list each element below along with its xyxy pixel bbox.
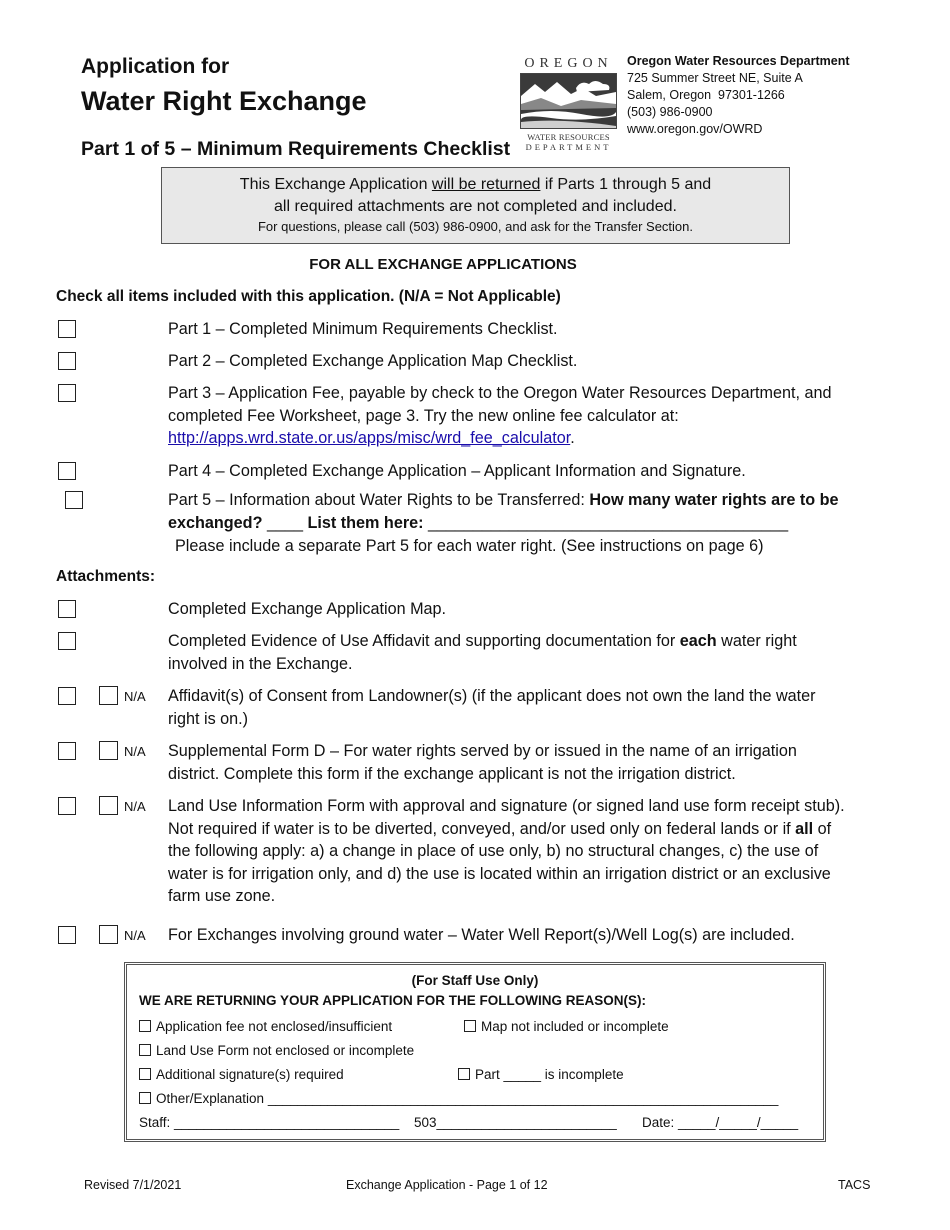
agency-name: Oregon Water Resources Department: [627, 54, 850, 68]
agency-address-1: 725 Summer Street NE, Suite A: [627, 71, 803, 85]
checkbox-icon[interactable]: [464, 1020, 476, 1032]
staff-phone-field[interactable]: 503________________________: [414, 1115, 617, 1130]
part-3-text: Part 3 – Application Fee, payable by check to the Oregon Water Resources Department, and completed Fee Worksheet, page 3. Try the new online fee calculator at:: [168, 384, 832, 425]
attachment-land-use-na-checkbox[interactable]: [99, 796, 118, 815]
reason-land-use[interactable]: [139, 1043, 414, 1058]
part-5-label: [168, 489, 858, 534]
reason-fee[interactable]: [139, 1019, 392, 1034]
attachment-form-d-checkbox[interactable]: [58, 742, 76, 760]
notice-line-1-post: if Parts 1 through 5 and: [540, 176, 712, 193]
part-5-text: Part 5 – Information about Water Rights to be Transferred:: [168, 491, 590, 509]
na-label: N/A: [124, 799, 146, 814]
logo-top-text: OREGON: [524, 56, 613, 71]
part-2-label: Part 2 – Completed Exchange Application Map Checklist.: [168, 352, 578, 370]
reason-other[interactable]: [139, 1091, 778, 1106]
reason-signature-label: Additional signature(s) required: [156, 1067, 344, 1082]
agency-phone: (503) 986-0900: [627, 105, 713, 119]
section-heading: FOR ALL EXCHANGE APPLICATIONS: [309, 256, 577, 273]
part-3-checkbox[interactable]: [58, 384, 76, 402]
reason-fee-label: Application fee not enclosed/insufficient: [156, 1019, 393, 1034]
staff-use-box: [124, 962, 826, 1142]
reason-map[interactable]: [464, 1019, 669, 1034]
checklist-instruction: Check all items included with this application. (N/A = Not Applicable): [56, 288, 561, 305]
checkbox-icon[interactable]: [139, 1044, 151, 1056]
notice-line-3: For questions, please call (503) 986-0900, and ask for the Transfer Section.: [257, 219, 694, 234]
list-them-label: List them here:: [307, 513, 424, 532]
attachment-well-log-na-checkbox[interactable]: [99, 925, 118, 944]
attachments-heading: Attachments:: [56, 568, 156, 585]
title-application-for: Application for: [81, 55, 230, 78]
logo-bottom-text-2: DEPARTMENT: [525, 142, 612, 152]
agency-contact: [627, 53, 850, 138]
reason-map-label: Map not included or incomplete: [481, 1019, 669, 1034]
checkbox-icon[interactable]: [139, 1020, 151, 1032]
notice-emphasis: will be returned: [431, 176, 541, 193]
land-use-text-pre: Land Use Information Form with approval and signature (or signed land use form receipt stub). Not required if water is to be diverted, conveyed, and/or used only on federal lands or if: [168, 797, 845, 838]
footer-page-number: Exchange Application - Page 1 of 12: [346, 1178, 548, 1192]
part-3-label: [168, 382, 848, 450]
part-2-checkbox[interactable]: [58, 352, 76, 370]
checkbox-icon[interactable]: [458, 1068, 470, 1080]
affidavit-text-post: water right involved in the Exchange.: [168, 632, 797, 673]
attachment-well-log-label: For Exchanges involving ground water – Water Well Report(s)/Well Log(s) are included.: [168, 926, 795, 944]
part-4-label: Part 4 – Completed Exchange Application – Applicant Information and Signature.: [168, 462, 746, 480]
checkbox-icon[interactable]: [139, 1068, 151, 1080]
staff-name-field[interactable]: Staff: ______________________________: [139, 1115, 400, 1130]
staff-reason-heading: WE ARE RETURNING YOUR APPLICATION FOR THE FOLLOWING REASON(S):: [139, 993, 646, 1008]
fee-calculator-link[interactable]: http://apps.wrd.state.or.us/apps/misc/wrd_fee_calculator: [168, 429, 571, 447]
part-5-question: How many water rights are to be exchanged?: [168, 491, 839, 532]
na-label: N/A: [124, 744, 146, 759]
attachment-well-log-checkbox[interactable]: [58, 926, 76, 944]
notice-line-1-pre: This Exchange Application: [239, 176, 432, 193]
attachment-map-checkbox[interactable]: [58, 600, 76, 618]
affidavit-bold: each: [679, 632, 717, 650]
water-rights-count-field[interactable]: ____: [262, 513, 308, 532]
attachment-form-d-na-checkbox[interactable]: [99, 741, 118, 760]
attachment-affidavit-label: [168, 630, 848, 675]
water-rights-list-field[interactable]: ________________________________________: [423, 513, 789, 532]
attachment-form-d-label: Supplemental Form D – For water rights served by or issued in the name of an irrigation district. Complete this form if the exchange applicant is not the irrigation district.: [168, 742, 797, 783]
agency-address-2: Salem, Oregon 97301-1266: [627, 88, 785, 102]
notice-line-1: [162, 174, 789, 196]
attachment-affidavit-checkbox[interactable]: [58, 632, 76, 650]
reason-other-label: Other/Explanation ____________________________________________________________________: [156, 1091, 779, 1106]
logo-bottom-text-1: WATER RESOURCES: [527, 132, 610, 142]
notice-line-2: all required attachments are not completed and included.: [274, 198, 677, 215]
checkbox-icon[interactable]: [139, 1092, 151, 1104]
mountain-landscape-icon: [520, 73, 617, 129]
reason-part-incomplete-label: Part _____ is incomplete: [475, 1067, 624, 1082]
na-label: N/A: [124, 689, 146, 704]
link-suffix: .: [570, 429, 575, 447]
attachment-land-use-label: [168, 795, 848, 908]
land-use-bold: all: [795, 819, 814, 838]
attachment-consent-label: Affidavit(s) of Consent from Landowner(s) (if the applicant does not own the land the water right is on.): [168, 687, 816, 728]
reason-part-incomplete[interactable]: [458, 1067, 624, 1082]
document-title: Water Right Exchange: [81, 86, 367, 116]
footer-revised: Revised 7/1/2021: [84, 1178, 182, 1192]
owrd-logo: [520, 57, 617, 152]
part-1-label: Part 1 – Completed Minimum Requirements Checklist.: [168, 320, 558, 338]
attachment-consent-checkbox[interactable]: [58, 687, 76, 705]
staff-box-title: (For Staff Use Only): [411, 973, 539, 988]
affidavit-text-pre: Completed Evidence of Use Affidavit and supporting documentation for: [168, 632, 680, 650]
attachment-consent-na-checkbox[interactable]: [99, 686, 118, 705]
part-1-checkbox[interactable]: [58, 320, 76, 338]
attachment-map-label: Completed Exchange Application Map.: [168, 600, 447, 618]
reason-land-use-label: Land Use Form not enclosed or incomplete: [156, 1043, 415, 1058]
na-label: N/A: [124, 928, 146, 943]
part-4-checkbox[interactable]: [58, 462, 76, 480]
part-5-checkbox[interactable]: [65, 491, 83, 509]
staff-date-field[interactable]: Date: _____/_____/_____: [642, 1115, 799, 1130]
return-notice-box: [161, 167, 790, 244]
attachment-land-use-checkbox[interactable]: [58, 797, 76, 815]
land-use-text-post: of the following apply: a) a change in place of use only, b) no structural changes, c) the use of water is for irrigation only, and d) the use is located within an irrigation district or an exclusive farm use zone.: [168, 819, 832, 905]
reason-signature[interactable]: [139, 1067, 344, 1082]
agency-website: www.oregon.gov/OWRD: [627, 122, 763, 136]
part-title: Part 1 of 5 – Minimum Requirements Checklist: [81, 138, 511, 160]
footer-code: TACS: [838, 1178, 871, 1192]
part-5-note: Please include a separate Part 5 for each water right. (See instructions on page 6): [175, 537, 764, 555]
